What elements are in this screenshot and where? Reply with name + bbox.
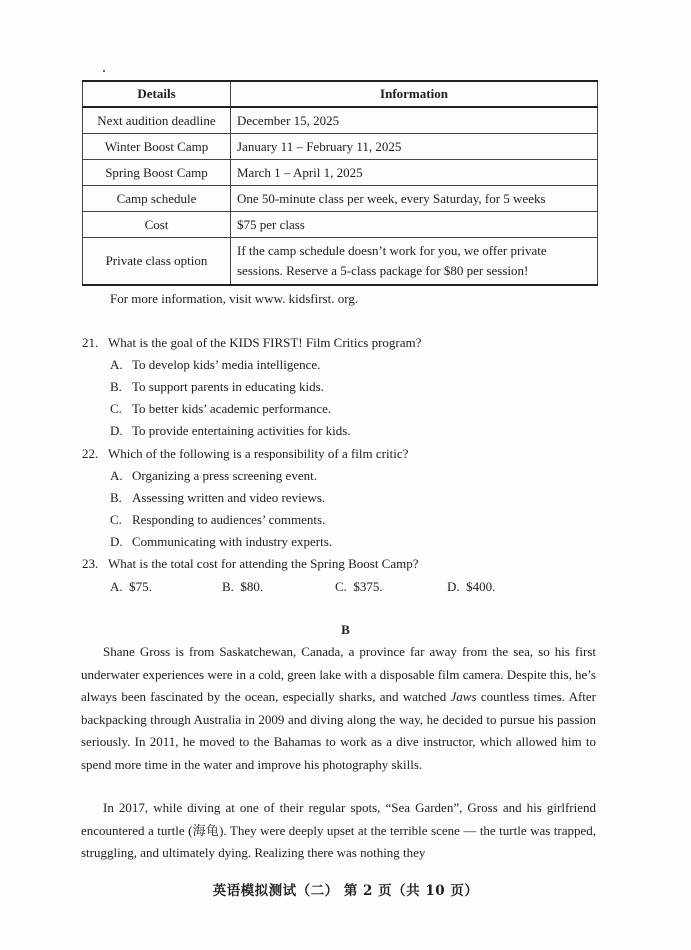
option-text: Assessing written and video reviews.: [132, 490, 326, 505]
row-detail: Winter Boost Camp: [83, 134, 231, 160]
row-info: March 1 – April 1, 2025: [231, 160, 598, 186]
option-21a[interactable]: [110, 357, 320, 373]
option-text: $80.: [240, 579, 264, 594]
table-header-row: [83, 81, 598, 107]
row-detail: Spring Boost Camp: [83, 160, 231, 186]
section-heading: B: [341, 622, 350, 637]
scan-speck: [103, 70, 105, 72]
question-22: [82, 446, 408, 462]
table-row: [83, 107, 598, 134]
option-letter: A.: [110, 468, 123, 483]
paragraph-text: countless times. After backpacking through Australia in 2009 and diving along the way, he decided to pursue his passion seriously. In 2011, he moved to the Bahamas to work as a dive instructor, which allowed him to spend more time in the water and improve his photography skills.: [81, 689, 597, 772]
passage-paragraph-2: In 2017, while diving at one of their regular spots, “Sea Garden”, Gross and his girlfriend encountered a turtle (海龟). They were deeply upset at the terrible scene — the turtle was trapped, struggling, and ultimately dying. Realizing there was nothing they: [81, 800, 596, 861]
option-21d[interactable]: [110, 423, 351, 439]
row-detail: Private class option: [83, 238, 231, 286]
row-detail: Cost: [83, 212, 231, 238]
option-23c[interactable]: [335, 579, 383, 595]
row-info: January 11 – February 11, 2025: [231, 134, 598, 160]
option-23a[interactable]: [110, 579, 152, 595]
option-text: To better kids’ academic performance.: [132, 401, 332, 416]
option-letter: C.: [335, 579, 347, 594]
option-text: Organizing a press screening event.: [132, 468, 317, 483]
table-row: [83, 134, 598, 160]
row-info: $75 per class: [231, 212, 598, 238]
option-text: Communicating with industry experts.: [132, 534, 333, 549]
option-letter: A.: [110, 579, 123, 594]
question-text: What is the total cost for attending the Spring Boost Camp?: [108, 556, 419, 571]
row-detail: Camp schedule: [83, 186, 231, 212]
option-letter: B.: [110, 379, 122, 394]
option-text: To develop kids’ media intelligence.: [132, 357, 321, 372]
question-23: [82, 556, 419, 572]
option-22b[interactable]: [110, 490, 325, 506]
option-text: $75.: [129, 579, 152, 594]
row-info: If the camp schedule doesn’t work for you, we offer private sessions. Reserve a 5-class package for $80 per session!: [231, 238, 598, 286]
row-detail: Next audition deadline: [83, 107, 231, 134]
option-letter: D.: [110, 423, 123, 438]
more-info-note: For more information, visit www. kidsfirst. org.: [110, 291, 359, 306]
option-text: To support parents in educating kids.: [132, 379, 324, 394]
option-letter: D.: [110, 534, 123, 549]
option-letter: B.: [222, 579, 234, 594]
option-letter: B.: [110, 490, 122, 505]
table-row: [83, 160, 598, 186]
page-footer: 英语模拟测试（二） 第 2 页（共 10 页）: [212, 883, 479, 899]
option-text: $375.: [353, 579, 383, 594]
question-number: 22.: [82, 446, 99, 461]
option-22a[interactable]: [110, 468, 317, 484]
option-letter: A.: [110, 357, 123, 372]
row-info: December 15, 2025: [231, 107, 598, 134]
question-text: Which of the following is a responsibility of a film critic?: [108, 446, 409, 461]
film-title: Jaws: [450, 689, 477, 705]
question-text: What is the goal of the KIDS FIRST! Film Critics program?: [108, 335, 422, 350]
option-22c[interactable]: [110, 512, 325, 528]
option-letter: C.: [110, 512, 122, 527]
question-number: 21.: [82, 335, 99, 350]
option-letter: C.: [110, 401, 122, 416]
option-text: To provide entertaining activities for kids.: [132, 423, 351, 438]
passage-paragraph-1: [81, 641, 596, 777]
option-23d[interactable]: [447, 579, 495, 595]
table-row: [83, 212, 598, 238]
option-22d[interactable]: [110, 534, 332, 550]
row-info: One 50-minute class per week, every Saturday, for 5 weeks: [231, 186, 598, 212]
table-row: [83, 238, 598, 286]
option-23b[interactable]: [222, 579, 263, 595]
table-row: [83, 186, 598, 212]
option-21b[interactable]: [110, 379, 324, 395]
option-text: Responding to audiences’ comments.: [132, 512, 326, 527]
camp-info-table: [82, 80, 598, 286]
option-21c[interactable]: [110, 401, 331, 417]
option-text: $400.: [466, 579, 496, 594]
paragraph-text: Shane Gross is from Saskatchewan, Canada, a province far away from the sea, so his first underwater experiences were in a cold, green lake with a disposable film camera. Despite this, he’s always been fascinated by the ocean, especially sharks, and watched: [81, 644, 596, 705]
header-details: Details: [83, 81, 231, 107]
question-number: 23.: [82, 556, 99, 571]
option-letter: D.: [447, 579, 460, 594]
question-21: [82, 335, 421, 351]
header-information: Information: [231, 81, 598, 107]
